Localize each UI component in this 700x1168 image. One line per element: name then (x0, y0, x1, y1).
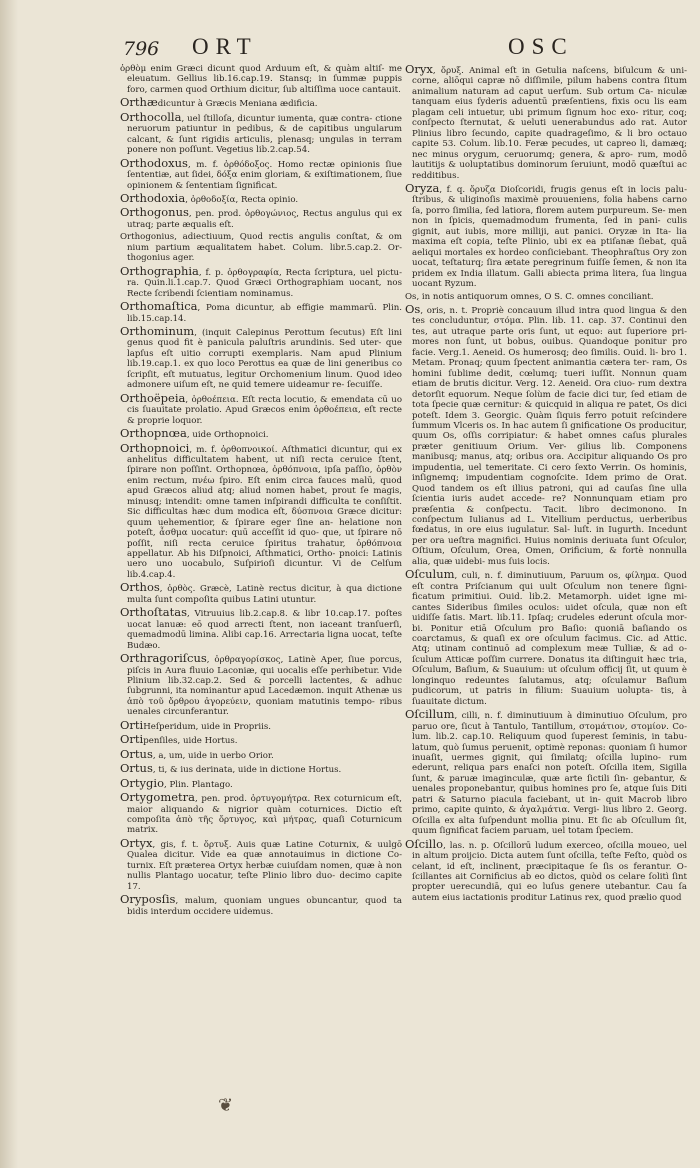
entry-headword: Orthopnœa (120, 426, 187, 441)
entry-text: , pen. prod. ὀρθογώνιος, Rectus angulus qui ex utraq; parte æqualis eſt. (127, 209, 402, 230)
dictionary-entry (120, 775, 402, 790)
entry-text: Heſperidum, uide in Propriis. (143, 721, 272, 732)
dictionary-entry (405, 569, 687, 707)
entry-headword: Ortyx (120, 835, 153, 850)
entry-text: , ὄρυξ. Animal eſt in Getulia naſcens, biſulcum & uni- corne, aliōqui capræ nō diſſimile, pilum habens contra ſitum animalium naturam ad caput uerſum. Sub ortum Ca- niculæ tanquam eius ſyderis aduentū præſentiens, fixis ocu lis eam plagam celi intuetur, ubi primum ſignum hoc exo- ritur, coq; conſpecto ſternutat, & ueluti uenerabundus ado rat. Autor Plinius libro ſecundo, capite quadrageſimo, & li bro octauo capite 53. Colum. lib.10. Feræ pecudes, ut capreo li, damæq; nec minus orygum, ceruorumq; genera, & apro- rum, modō lautitijs & uoluptatibus dominorum ſeruiunt, modō quæſtui ac redditibus. (412, 66, 687, 181)
entry-headword: Ortus (120, 746, 153, 761)
entry-text: , a, um, uide in uerbo Orior. (152, 750, 274, 761)
entry-text: penſiles, uide Hortus. (143, 736, 238, 747)
entry-headword: Orthos (120, 580, 160, 595)
entry-headword: Orthragoriſcus (120, 651, 207, 666)
dictionary-entry (120, 97, 402, 109)
entry-text: , Plin. Plantago. (164, 779, 233, 790)
dictionary-entry (120, 792, 402, 836)
dictionary-entry (120, 717, 402, 732)
entry-headword: Orthodoxus (120, 155, 188, 170)
entry-text: , ὀρθοέπεια. Eſt recta locutio, & emendata cū uo cis ſuauitate prolatio. Apud Græcos enim ὀρθοέπεια, eſt recte & proprie loquor. (127, 394, 402, 426)
dictionary-entry (120, 734, 402, 746)
entry-headword: Orthoëpeia (120, 390, 186, 405)
dictionary-entry (120, 835, 402, 892)
dictionary-entry (120, 301, 402, 324)
entry-text: , ὀρθὸς. Græcè, Latinè rectus dicitur, à qua dictione multa ſunt compoſita quibus Latini utuntur. (127, 584, 402, 605)
entry-headword: Orthopnoici (120, 440, 190, 455)
entry-text: , ti, & ius derinata, uide in dictione Hortus. (152, 765, 342, 776)
entry-text: , uide Orthopnoici. (186, 430, 269, 441)
dictionary-entry (120, 232, 402, 263)
dictionary-entry (120, 894, 402, 917)
entry-headword: Ortus (120, 761, 153, 776)
entry-headword: Os (405, 301, 421, 316)
dictionary-entry (120, 653, 402, 718)
entry-text: , m. f. ὀρθόδοξος. Homo rectæ opinionis ſiue ſententiæ, aut ſidei, δόξα enim gloriam, & exiſtimationem, ſiue opinionem & ſententiam ſignificat. (127, 159, 402, 191)
dictionary-entry (120, 155, 402, 191)
entry-text: , uel ſtilloſa, dicuntur iumenta, quæ contra- ctione neruorum patiuntur in pedibus, & de capitibus ungularum calcant, & ſunt rigidis articulis, plenasq; ungulas in terram ponere non poſſunt. Vegetius lib.2.cap.54. (127, 113, 402, 156)
dictionary-entry (120, 390, 402, 426)
left-column (120, 64, 402, 1124)
entry-headword: Oryza (405, 180, 440, 195)
dictionary-entry (405, 709, 687, 836)
entry-text: , gis, f. t. ὄρτυξ. Auis quæ Latine Coturnix, & uulgō Qualea dicitur. Vide ea quæ annotauimus in dictione Co- turnix. Eſt præterea Ortyx herbæ cuiuſdam nomen, quæ à non nullis Plantago uocatur, teſte Plinio libro duo- decimo capite 17. (127, 839, 402, 892)
entry-headword: Oryposſis (120, 892, 176, 907)
page-header (0, 34, 700, 66)
entry-text: , m. f. ὀρθοπνοικοί. Aſthmatici dicuntur, qui ex anhelitus difficultatem habent, ut niſi recta ceruice ſtent, ſpirare non poſſint. Orthopnœa, ὀρθόπνοια, ipſa paſſio, ὀρθὸν enim rectum, πνέω ſpiro. Eſt enim circa fauces malū, quod apud Græcos aliud atq; aliud nomen habet, prout ſe magis, minusq; intendit: omne tamen inſpirandi difficulta te conſiſtit. Sic difficultas hæc dum modica eſt, δύσπνοια Græce dicitur: quum uehementior, & ſpirare eger ſine an- helatione non poteſt, ἆσθμα uocatur: quū acceſſit id quo- que, ut ſpirare nō poſſit, niſi recta ceruice ſpiritus trahatur, ὀρθόπνοια appellatur. Ab his Diſpnoici, Aſthmatici, Ortho- pnoici: Latinis uero uno uocabulo, Suſpirioſi dicuntur. Vi de Celſum lib.4.cap.4. (127, 444, 402, 580)
entry-text: , pen. prod. ὀρτυγομήτρα. Rex coturnicum eſt, maior aliquando & nigrior quàm coturnices. Dictio eſt compoſita ἀπὸ τῆς ὄρτυγος, καὶ μήτρας, quaſi Coturnicum matrix. (127, 794, 402, 836)
entry-text: , culi, n. f. diminutiuum, Paruum os, φίλημα. Quod eſt contra Priſcianum qui uult Oſculum non tenere ſigni- ficatum primitiui. Ouid. lib.2. Metamorph. uidet igne mi- cantes Sideribus ſimiles oculos: uidet oſcula, quæ non eſt uidiſſe ſatis. Mart. lib.11. Ipſaq; crudeles ederunt oſcula mor- bi. Ponitur etiā Oſculum pro Baſio: quoniā baſiando os coarctamus, & quaſi ex ore oſculum facimus. Cic. ad Attic. Atq; utinam continuō ad complexum meæ Tulliæ, & ad o- ſculum Atticæ poſſim currere. Donatus ita diſtinguit hæc tria, Oſculum, Baſium, & Suauium: ut oſculum officij ſit, ut quum è longinquo redeuntes ſalutamus, atq; oſculamur Baſium pudicorum, ut patris in filium: Suauium uolupta- tis, à ſuauitate dictum. (412, 571, 687, 707)
entry-headword: Orthocolla (120, 109, 182, 124)
entry-text: , Vitruuius lib.2.cap.8. & libr 10.cap.17. poſtes uocat lanuæ: eō quod arrecti ſtent, non iaceant tranſuerſi, quemadmodū limina. Alibi cap.16. Arrectaria ligna uocat, teſte Budæo. (127, 609, 402, 651)
entry-text: dicuntur à Græcis Meniana ædificia. (157, 99, 318, 110)
entry-headword: Orthodoxia (120, 190, 186, 205)
dictionary-entry (120, 428, 402, 440)
entry-headword: Ortygio (120, 775, 165, 790)
entry-headword: Oſcillum (405, 707, 455, 722)
entry-text: , las. n. p. Oſcillorū ludum exerceo, oſcilla moueo, uel in altum proijcio. Dicta autem ſunt oſcilla, teſte Feſto, quòd os celant, id eſt, inclinent, præcipitaque ſe ſis os ferantur. O- ſcillantes ait Cornificius ab eo dictos, quòd os celare ſolitì ſint propter uerecundiā, qui eo luſus genere utebantur. Cau ſa autem eius iactationis proditur Latinus rex, quod prælio quod (412, 840, 687, 903)
running-head-left: ORT (192, 34, 258, 59)
dictionary-entry (120, 109, 402, 156)
entry-text: , f. p. ὀρθογραφία, Recta ſcriptura, uel pictu- ra. Quin.li.1.cap.7. Quod Græci Orthographiam uocant, nos Recte ſcribendi ſcientiam nominamus. (127, 267, 402, 299)
dictionary-entry (120, 763, 402, 775)
entry-headword: Orthominum (120, 323, 195, 338)
entry-text: , Poma dicuntur, ab effigie mammarū. Plin. lib.15.cap.14. (127, 303, 402, 324)
running-head-right: OSC (508, 34, 574, 59)
entry-headword: Orthographia (120, 263, 199, 278)
dictionary-entry (120, 440, 402, 581)
dictionary-entry (405, 292, 687, 302)
fleuron-ornament: ❦ (218, 1095, 234, 1116)
entry-text: , oris, n. t. Propriè concauum illud intra quod lingua & den tes concluduntur, στόμα. Plin. lib. 11. cap. 37. Continui den tes, aut utraque parte oris ſunt, ut equo: aut ſuperiore pri- mores non ſunt, ut bobus, ouibus. Quandoque ponitur pro facie. Verg.1. Aeneid. Os humerosq; deo ſimilis. Ouid. li- bro 1. Metam. Pronaq; quum ſpectent animantia cætera ter- ram, Os homini ſublime dedit, cœlumq; tueri iuſſit. Nonnun quam etiam de brutis dicitur. Verg. 12. Aeneid. Ora ciuo- rum dextra detorſit equorum. Neque ſolùm de facie dici tur, ſed etiam de tota ſpecie quæ cernitur: & quicquid in aliqua re patet, Os dici poteſt. Idem 3. Georgic. Quàm ſiquis ferro potuit reſcindere ſummum Vlceris os. In hac autem ſi gnificatione Os producitur, quum Os, oſſis corripiatur: & habet omnes caſus plurales præter genitiuum Orium. Ver- gilius lib. Componens manibusq; manus, atq; oribus ora. Accipitur aliquando Os pro impudentia, uel temeritate. Ci cero ſexto Verrin. Os hominis, inſignemq; impudentiam cognoſcite. Idem primo de Orat. Quod tandem os eſt illius patroni, qui ad cauſas ſine ulla ſcientia iuris audet accede- re? Nonnunquam etiam pro præſentia & conſpectu. Tacit. libro decimonono. In conſpectum Iulianus ad L. Vitellium perductus, uerberibus fœdatus, in ore eius iugulatur. Sal- luſt. in Iugurth. Incedunt per ora ueſtra magnifici. Huius nominis deriuata ſunt Oſculor, Oſtium, Oſculum, Orea, Omen, Orificium, & fortè nonnulla alia, quæ uidebi- mus ſuis locis. (412, 305, 687, 567)
dictionary-entry (120, 190, 402, 205)
entry-text: , ὀρθοδοξία, Recta opinio. (185, 194, 299, 205)
entry-headword: Ortygometra (120, 790, 196, 805)
dictionary-entry (120, 582, 402, 605)
entry-text: , (inquit Calepinus Perottum ſecutus) Eſt lini genus quod fit è panicula paluſtris arundinis. Sed uter- que lapſus eſt uitio corrupti exemplaris. Nam apud Plinium lib.19.cap.1. ex quo loco Perottus ea quæ de lini generibus co ſcripſit, eſt mutuatus, legitur Orchomenium linum. Quod ideo admonere uiſum eſt, ne quid temere uideamur re- ſecuiſſe. (127, 327, 402, 391)
dictionary-entry (405, 836, 687, 904)
dictionary-entry (120, 607, 402, 651)
dictionary-entry (120, 207, 402, 230)
entry-headword: Orti (120, 717, 144, 732)
entry-text: , ὀρθραγορίσκος, Latinè Aper, ſiue porcus, piſcis in Aura fluuio Laconiæ, qui uocalis eſſe perhibetur. Vide Plinium lib.32.cap.2. Sed & porcelli lactentes, & adhuc ſubgrunni, ita nominantur apud Lacedæmon. inquit Athenæ us ἀπὸ τοῦ ὄρθρου ἀγορεύειν, quoniam matutinis tempo- ribus uenales circunferantur. (127, 655, 402, 718)
dictionary-entry (405, 180, 687, 290)
entry-text: ὀρθὸμ enim Græci dicunt quod Arduum eſt, & quàm altiſ- me eleuatum. Gellius lib.16.cap.19. Stansq; in ſummæ puppis foro, carmen quod Orthium dicitur, ſub altiſſima uoce cantauit. (120, 64, 402, 95)
dictionary-entry (405, 64, 687, 181)
entry-text: , cilli, n. f. diminutiuum à diminutiuo Oſculum, pro paruo ore, ſicut à Tantulo, Tantillum, στομάτιον, στομίον. Co- lum. lib.2. cap.10. Reliquum quod ſuperest ſeminis, in tabu- latum, quò ſumus peruenit, optimè reponas: quoniam ſi humor inuaſit, uermes gignit, qui ſimilatq; oſcilla lupino- rum ederunt, reliqua pars enaſci non poteſt. Oſcilla item, Sigilla ſunt, & paruæ imaginculæ, quæ arte ſictili ſin- gebantur, & uenales proponebantur, quibus homines pro ſe, atque ſuis Diti patri & Saturno piacula faciebant, ut in- quit Macrob libro primo, capite quinto, & ἀγαλμάτια. Vergi- lius libro 2. Georg. Oſcilla ex alta ſuſpendunt mollia pinu. Et ſic ab Oſcullum ſit, quum ſignificat faciem paruam, uel totam ſpeciem. (412, 711, 687, 837)
entry-headword: Orthomaſtica (120, 299, 198, 314)
entry-headword: Oſculum (405, 567, 455, 582)
entry-text: , malum, quoniam ungues obuncantur, quod ta bidis interdum occidere uidemus. (127, 896, 402, 917)
dictionary-entry (120, 64, 402, 95)
entry-headword: Orthæ (120, 95, 158, 110)
entry-text: Os, in notis antiquorum omnes, O S. C. omnes conciliant. (405, 291, 654, 302)
entry-headword: Orthoſtatas (120, 605, 187, 620)
entry-headword: Orti (120, 732, 144, 747)
entry-headword: Oryx (405, 64, 433, 76)
page-number: 796 (123, 38, 160, 60)
entry-text: , f. q. ὄρυζα Dioſcoridi, frugis genus eſt in locis palu- ſtribus, & uliginoſis maximè prouueniens, folia habens carno ſa, porro ſimilia, ſed latiora, florem autem purpureum. Se- men non in ſpicis, quemadmodum frumenta, ſed in pani- culis gignit, aut iubis, more milliji, aut panici. Oryzæ in Ita- lia maxima eſt copia, teſte Plinio, ubi ex ea ptiſanæ ſiebat, quā aeliqui mortales ex hordeo conſiciebant. Theophraſtus Ory zon uocat, teſtaturq; ſira ætate peregrinum fuiſſe ſemen, & non ita pridem ex India illatum. Galli abiecta prima litera, ſua lingua uocant Ryzum. (412, 184, 687, 290)
dictionary-entry (120, 746, 402, 761)
dictionary-entry (120, 323, 402, 391)
right-column (405, 64, 687, 1124)
entry-text: Orthogonius, adiectiuum, Quod rectis angulis conſtat, & om nium partium æqualitatem habet. Colum. libr.5.cap.2. Or- thogonius ager. (120, 232, 402, 264)
dictionary-entry (120, 263, 402, 299)
entry-headword: Orthogonus (120, 205, 189, 220)
page-gutter (0, 0, 18, 1168)
entry-headword: Oſcillo (405, 836, 444, 851)
dictionary-entry (405, 301, 687, 567)
